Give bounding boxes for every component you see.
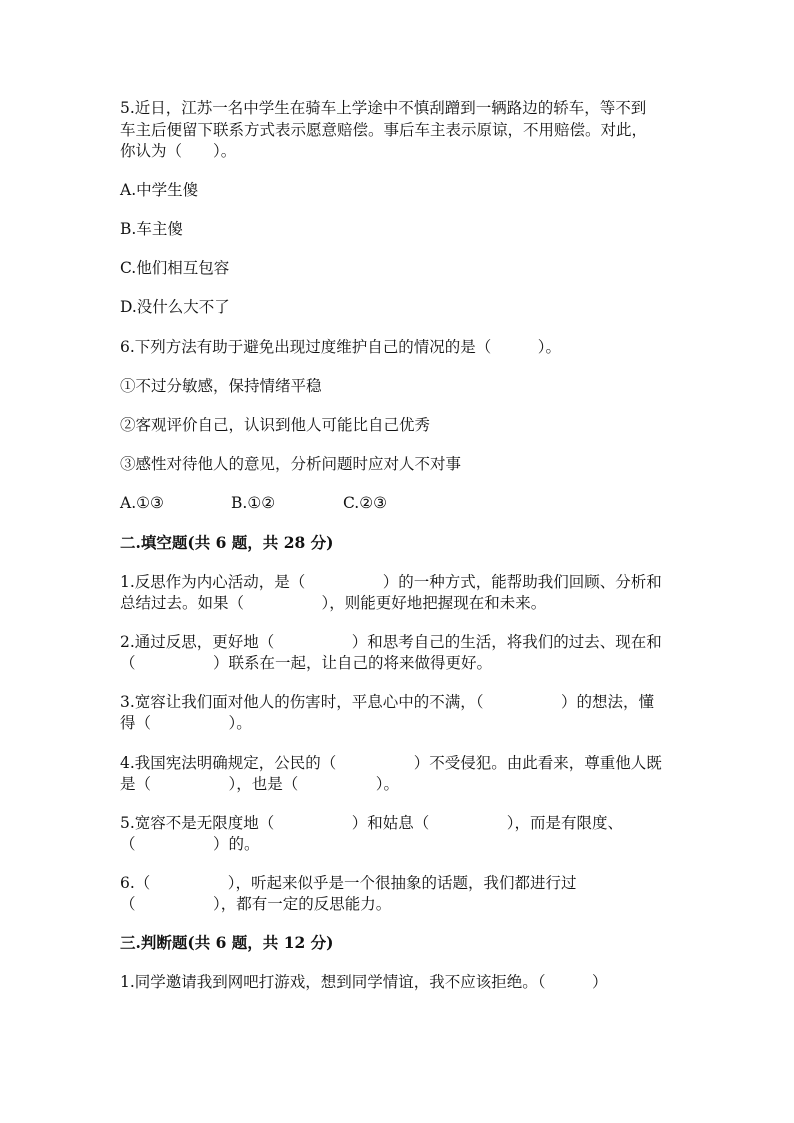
fill-q5-line2: （ ）的。 xyxy=(120,835,260,853)
q5-stem-line3: 你认为（ ）。 xyxy=(120,142,237,160)
q5-stem-line2: 车主后便留下联系方式表示愿意赔偿。事后车主表示原谅，不用赔偿。对此， xyxy=(120,121,648,139)
fill-q1-line1: 1.反思作为内心活动，是（ ）的一种方式，能帮助我们回顾、分析和 xyxy=(120,573,662,591)
q5-option-b: B.车主傻 xyxy=(120,220,183,238)
fill-q6-line1: 6.（ ），听起来似乎是一个很抽象的话题，我们都进行过 xyxy=(120,874,577,892)
fill-q4-line1: 4.我国宪法明确规定，公民的（ ）不受侵犯。由此看来，尊重他人既 xyxy=(120,754,662,772)
fill-q4-line2: 是（ ），也是（ ）。 xyxy=(120,775,400,793)
fill-q3-line1: 3.宽容让我们面对他人的伤害时，平息心中的不满，（ ）的想法，懂 xyxy=(120,693,655,711)
fill-q1-line2: 总结过去。如果（ ），则能更好地把握现在和未来。 xyxy=(120,594,547,612)
q5-option-a: A.中学生傻 xyxy=(120,181,199,199)
fill-q2-line1: 2.通过反思，更好地（ ）和思考自己的生活，将我们的过去、现在和 xyxy=(120,633,662,651)
section2-heading: 二.填空题(共 6 题，共 28 分) xyxy=(120,533,334,552)
fill-q5-line1: 5.宽容不是无限度地（ ）和姑息（ ），而是有限度、 xyxy=(120,814,624,832)
q6-statement-2: ②客观评价自己，认识到他人可能比自己优秀 xyxy=(120,416,431,434)
fill-q6-line2: （ ），都有一定的反思能力。 xyxy=(120,895,392,913)
q5-stem-line1: 5.近日，江苏一名中学生在骑车上学途中不慎刮蹭到一辆路边的轿车，等不到 xyxy=(120,99,647,117)
q6-statement-3: ③感性对待他人的意见，分析问题时应对人不对事 xyxy=(120,455,462,473)
q6-option-c: C.②③ xyxy=(343,494,388,512)
fill-q2-line2: （ ）联系在一起，让自己的将来做得更好。 xyxy=(120,654,493,672)
q6-statement-1: ①不过分敏感，保持情绪平稳 xyxy=(120,377,322,395)
q5-option-c: C.他们相互包容 xyxy=(120,259,230,277)
section3-heading: 三.判断题(共 6 题，共 12 分) xyxy=(120,933,334,952)
judge-q1: 1.同学邀请我到网吧打游戏，想到同学情谊，我不应该拒绝。（ ） xyxy=(120,973,608,991)
q6-option-a: A.①③ xyxy=(120,494,164,512)
q5-option-d: D.没什么大不了 xyxy=(120,298,230,316)
fill-q3-line2: 得（ ）。 xyxy=(120,714,252,732)
q6-stem: 6.下列方法有助于避免出现过度维护自己的情况的是（ ）。 xyxy=(120,338,562,356)
q6-option-b: B.①② xyxy=(231,494,276,512)
